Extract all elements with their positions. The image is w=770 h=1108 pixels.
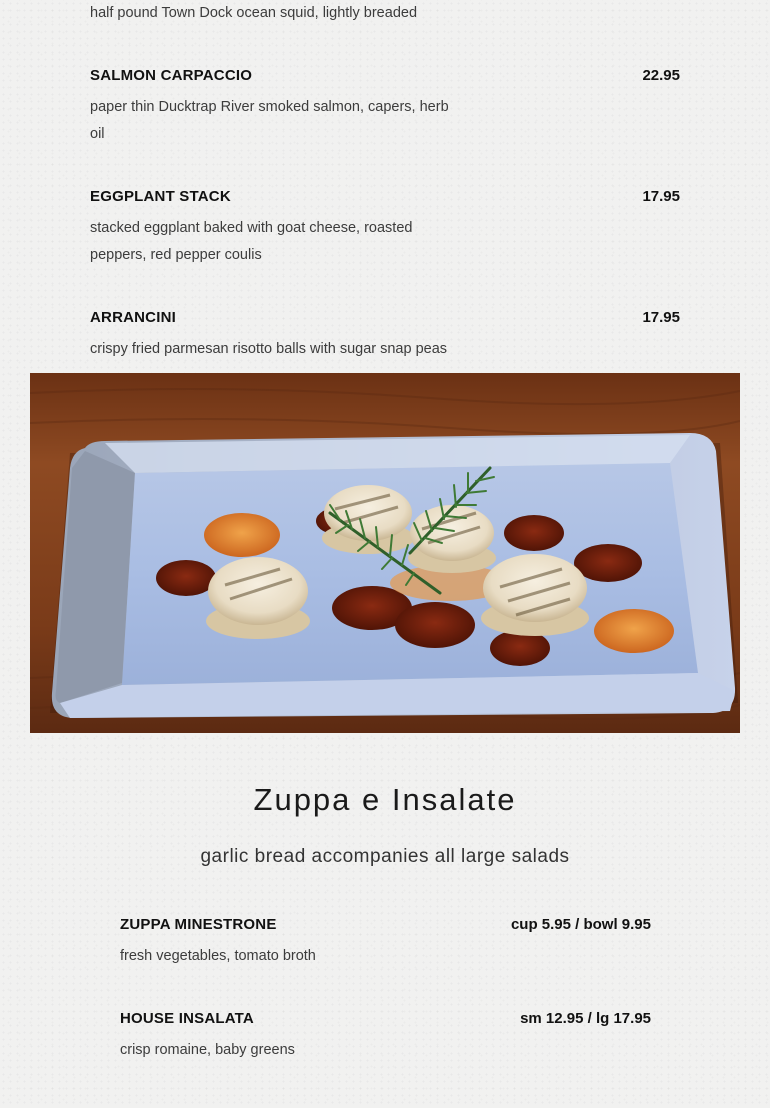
menu-item-name: ZUPPA MINESTRONE [120, 916, 277, 933]
menu-item-description: paper thin Ducktrap River smoked salmon, capers, herb oil [90, 99, 449, 142]
menu-item-name: HOUSE INSALATA [120, 1010, 254, 1027]
section-title: Zuppa e Insalate [253, 782, 517, 817]
menu-item-house-insalata [120, 1010, 651, 1070]
menu-item-price: 17.95 [642, 309, 680, 326]
menu-item-eggplant-stack [90, 188, 680, 278]
menu-item-price: cup 5.95 / bowl 9.95 [510, 916, 651, 933]
menu-item-name: SALMON CARPACCIO [90, 67, 253, 84]
menu-item-zuppa-minestrone [120, 916, 651, 976]
menu-item-description: fresh vegetables, tomato broth [120, 948, 316, 964]
menu-item-description: half pound Town Dock ocean squid, lightly breaded [90, 5, 418, 21]
menu-item-salmon-carpaccio [90, 67, 680, 157]
menu-item-price: 22.95 [642, 67, 680, 84]
menu-item-description: crispy fried parmesan risotto balls with sugar snap peas [90, 341, 448, 357]
section-subtitle: garlic bread accompanies all large salads [200, 846, 570, 867]
menu-item-name: EGGPLANT STACK [90, 188, 231, 205]
dish-photo-icon [30, 373, 740, 733]
menu-item-arrancini [90, 309, 680, 369]
menu-item-name: ARRANCINI [90, 309, 176, 326]
menu-item-price: 17.95 [642, 188, 680, 205]
menu-item-price: sm 12.95 / lg 17.95 [520, 1010, 651, 1027]
menu-item-description: crisp romaine, baby greens [120, 1042, 295, 1058]
menu-item-description: stacked eggplant baked with goat cheese, roasted peppers, red pepper coulis [90, 220, 413, 263]
